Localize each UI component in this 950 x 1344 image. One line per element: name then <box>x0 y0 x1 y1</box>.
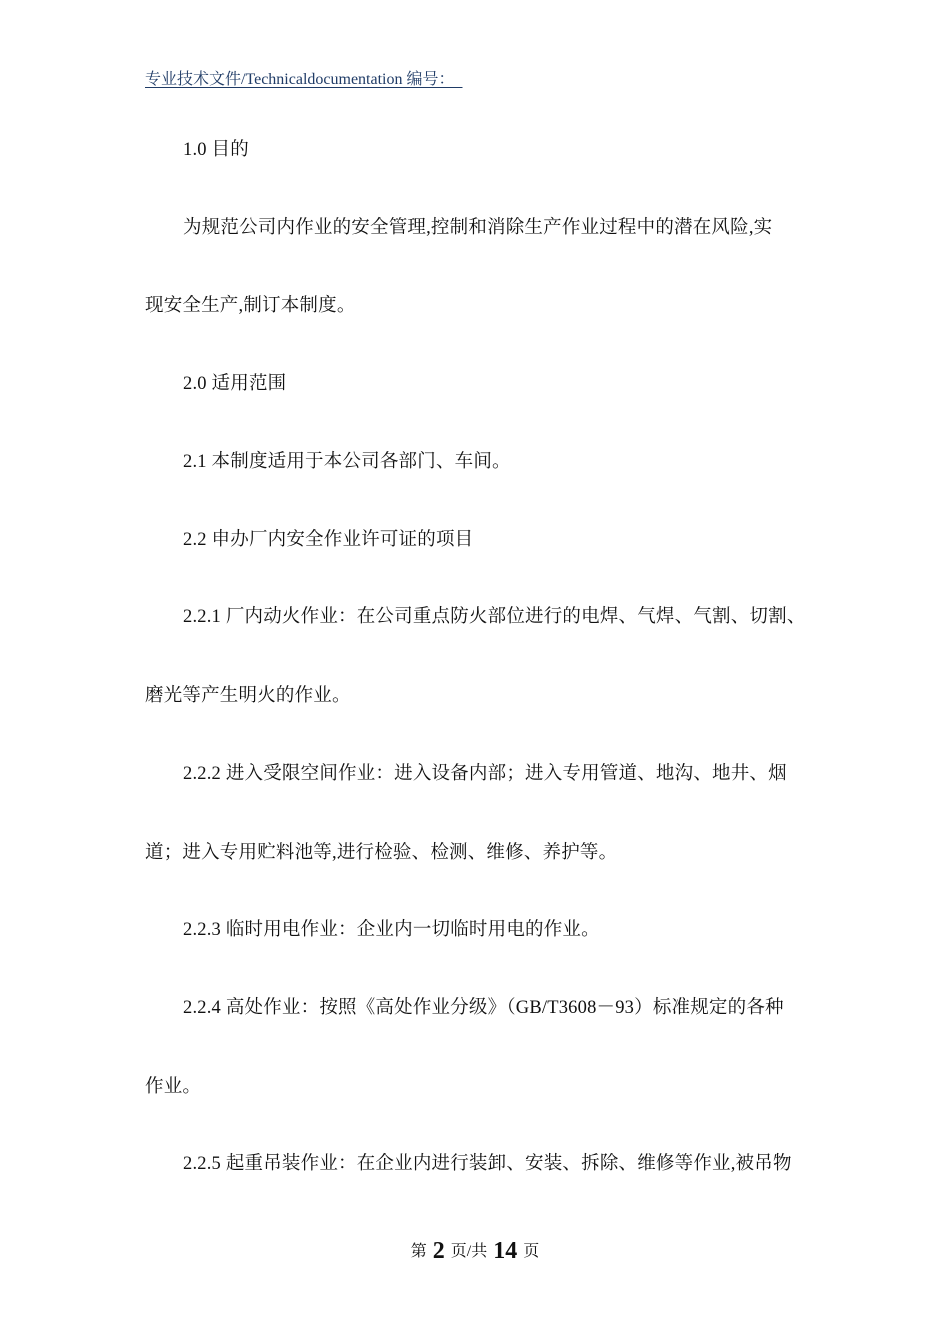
paragraph-line: 2.1 本制度适用于本公司各部门、车间。 <box>183 452 511 472</box>
paragraph-line: 作业。 <box>145 1077 202 1097</box>
paragraph-line: 磨光等产生明火的作业。 <box>145 686 351 706</box>
paragraph-line: 2.2.4 高处作业：按照《高处作业分级》（GB/T3608－93）标准规定的各种 <box>183 998 784 1018</box>
paragraph-line: 2.2.5 起重吊装作业：在企业内进行装卸、安装、拆除、维修等作业,被吊物 <box>183 1154 792 1174</box>
section-heading-purpose: 1.0 目的 <box>183 140 249 160</box>
paragraph-line: 2.2.1 厂内动火作业：在公司重点防火部位进行的电焊、气焊、气割、切割、 <box>183 607 806 627</box>
section-heading-scope: 2.0 适用范围 <box>183 374 287 394</box>
document-header: 专业技术文件/Technicaldocumentation 编号： <box>145 71 463 88</box>
footer-suffix: 页 <box>523 1243 540 1260</box>
paragraph-line: 2.2.3 临时用电作业：企业内一切临时用电的作业。 <box>183 920 600 940</box>
footer-prefix: 第 <box>410 1243 427 1260</box>
paragraph-line: 道；进入专用贮料池等,进行检验、检测、维修、养护等。 <box>145 843 618 863</box>
paragraph-line: 2.2 申办厂内安全作业许可证的项目 <box>183 530 474 550</box>
total-page-number: 14 <box>493 1238 518 1264</box>
paragraph-line: 2.2.2 进入受限空间作业：进入设备内部；进入专用管道、地沟、地井、烟 <box>183 764 787 784</box>
current-page-number: 2 <box>432 1238 445 1264</box>
paragraph-line: 为规范公司内作业的安全管理,控制和消除生产作业过程中的潜在风险,实 <box>183 218 773 238</box>
page-footer <box>0 1238 950 1265</box>
footer-middle: 页/共 <box>450 1243 488 1260</box>
paragraph-line: 现安全生产,制订本制度。 <box>145 296 356 316</box>
